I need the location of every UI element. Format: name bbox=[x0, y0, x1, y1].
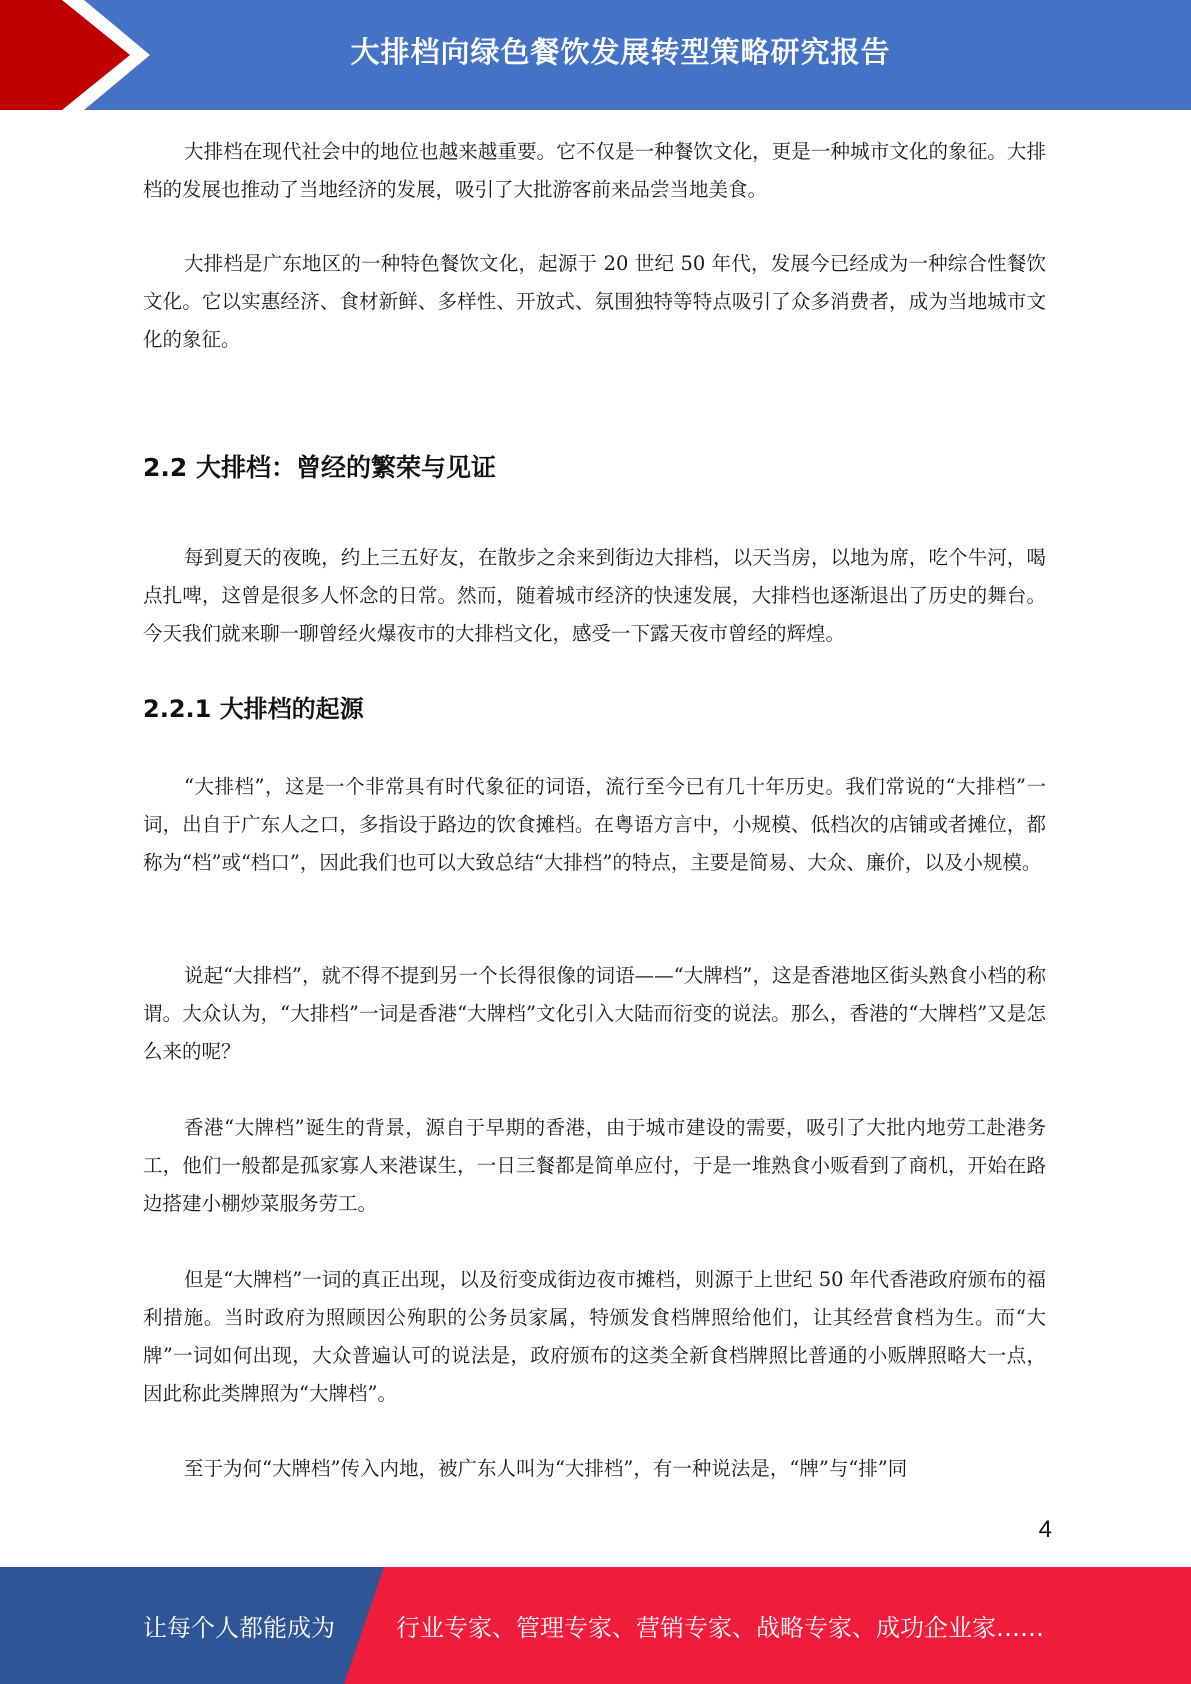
footer-slogan-right: 行业专家、管理专家、营销专家、战略专家、成功企业家…… bbox=[396, 1614, 1044, 1642]
body-paragraph: 香港“大牌档”诞生的背景，源自于早期的香港，由于城市建设的需要，吸引了大批内地劳工赴港务工，他们一般都是孤家寡人来港谋生，一日三餐都是简单应付，于是一堆熟食小贩看到了商机，开始在路边搭建小棚炒菜服务劳工。 bbox=[143, 1116, 1046, 1215]
body-paragraph: 每到夏天的夜晚，约上三五好友，在散步之余来到街边大排档，以天当房，以地为席，吃个牛河，喝点扎啤，这曾是很多人怀念的日常。然而，随着城市经济的快速发展，大排档也逐渐退出了历史的舞台。今天我们就来聊一聊曾经火爆夜市的大排档文化，感受一下露天夜市曾经的辉煌。 bbox=[143, 546, 1046, 645]
body-paragraph: 至于为何“大牌档”传入内地，被广东人叫为“大排档”，有一种说法是，“牌”与“排”同 bbox=[184, 1457, 908, 1480]
footer-slogan-left: 让每个人都能成为 bbox=[143, 1614, 335, 1642]
body-paragraph: “大排档”，这是一个非常具有时代象征的词语，流行至今已有几十年历史。我们常说的“大排档”一词，出自于广东人之口，多指设于路边的饮食摊档。在粤语方言中，小规模、低档次的店铺或者摊位，都称为“档”或“档口”，因此我们也可以大致总结“大排档”的特点，主要是简易、大众、廉价，以及小规模。 bbox=[143, 775, 1046, 874]
page-header bbox=[0, 0, 1191, 110]
body-paragraph: 大排档是广东地区的一种特色餐饮文化，起源于 20 世纪 50 年代，发展今已经成为一种综合性餐饮文化。它以实惠经济、食材新鲜、多样性、开放式、氛围独特等特点吸引了众多消费者，成为当地城市文化的象征。 bbox=[143, 252, 1046, 351]
page-footer bbox=[0, 1567, 1191, 1684]
report-title: 大排档向绿色餐饮发展转型策略研究报告 bbox=[350, 34, 891, 69]
body-paragraph: 说起“大排档”，就不得不提到另一个长得很像的词语——“大牌档”，这是香港地区街头熟食小档的称谓。大众认为，“大排档”一词是香港“大牌档”文化引入大陆而衍变的说法。那么，香港的“大牌档”又是怎么来的呢？ bbox=[143, 964, 1046, 1063]
page-number: 4 bbox=[1038, 1516, 1052, 1543]
body-paragraph: 大排档在现代社会中的地位也越来越重要。它不仅是一种餐饮文化，更是一种城市文化的象征。大排档的发展也推动了当地经济的发展，吸引了大批游客前来品尝当地美食。 bbox=[143, 140, 1046, 201]
section-heading-2-2-1: 2.2.1 大排档的起源 bbox=[143, 695, 364, 723]
section-heading-2-2: 2.2 大排档：曾经的繁荣与见证 bbox=[143, 453, 496, 482]
body-paragraph: 但是“大牌档”一词的真正出现，以及衍变成街边夜市摊档，则源于上世纪 50 年代香港政府颁布的福利措施。当时政府为照顾因公殉职的公务员家属，特颁发食档牌照给他们，让其经营食档为生。而“大牌”一词如何出现，大众普遍认可的说法是，政府颁布的这类全新食档牌照比普通的小贩牌照略大一点，因此称此类牌照为“大牌档”。 bbox=[143, 1268, 1046, 1405]
